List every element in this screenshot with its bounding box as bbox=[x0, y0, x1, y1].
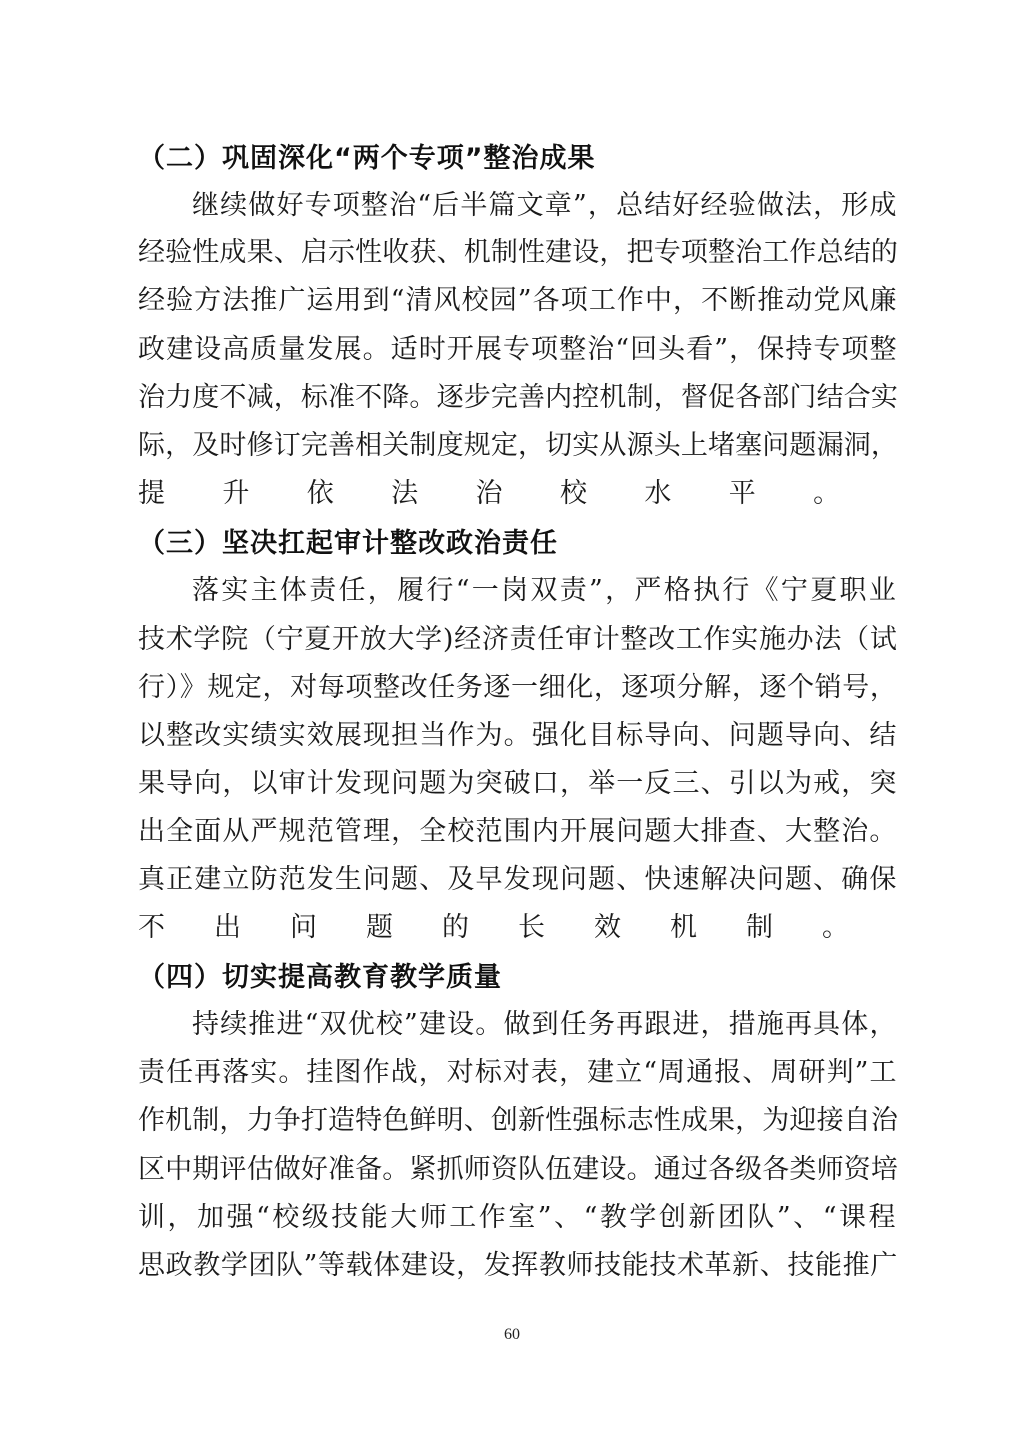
paragraph-line: 行）》规定，对每项整改任务逐一细化，逐项分解，逐个销号， bbox=[138, 672, 898, 703]
paragraph-line: 出全面从严规范管理，全校范围内开展问题大排查、大整治。 bbox=[138, 816, 898, 847]
section-heading: （三）坚决扛起审计整改政治责任 bbox=[138, 528, 558, 559]
paragraph-line: 不出问题的长效机制。 bbox=[138, 912, 898, 943]
paragraph-line: 训，加强“校级技能大师工作室”、“教学创新团队”、“课程 bbox=[138, 1202, 899, 1233]
section-heading: （四）切实提高教育教学质量 bbox=[138, 962, 502, 993]
paragraph-line: 治力度不减，标准不降。逐步完善内控机制，督促各部门结合实 bbox=[138, 382, 898, 413]
paragraph-line: 提升依法治校水平。 bbox=[138, 478, 898, 509]
paragraph-line: 持续推进“双优校”建设。做到任务再跟进，措施再具体， bbox=[192, 1009, 898, 1040]
page-number: 60 bbox=[504, 1326, 520, 1343]
section-heading: （二）巩固深化“两个专项”整治成果 bbox=[138, 143, 596, 174]
paragraph-line: 继续做好专项整治“后半篇文章”，总结好经验做法，形成 bbox=[192, 190, 898, 221]
paragraph-line: 思政教学团队”等载体建设，发挥教师技能技术革新、技能推广 bbox=[138, 1250, 898, 1281]
paragraph-line: 技术学院（宁夏开放大学)经济责任审计整改工作实施办法（试 bbox=[138, 624, 898, 655]
paragraph-line: 责任再落实。挂图作战，对标对表，建立“周通报、周研判”工 bbox=[138, 1057, 898, 1088]
paragraph-line: 以整改实绩实效展现担当作为。强化目标导向、问题导向、结 bbox=[138, 720, 898, 751]
paragraph-line: 政建设高质量发展。适时开展专项整治“回头看”，保持专项整 bbox=[138, 334, 898, 365]
paragraph-line: 果导向，以审计发现问题为突破口，举一反三、引以为戒，突 bbox=[138, 768, 898, 799]
paragraph-line: 落实主体责任，履行“一岗双责”，严格执行《宁夏职业 bbox=[192, 575, 899, 606]
paragraph-line: 经验性成果、启示性收获、机制性建设，把专项整治工作总结的 bbox=[138, 237, 898, 268]
paragraph-line: 经验方法推广运用到“清风校园”各项工作中，不断推动党风廉 bbox=[138, 285, 898, 316]
paragraph-line: 际，及时修订完善相关制度规定，切实从源头上堵塞问题漏洞， bbox=[138, 430, 898, 461]
paragraph-line: 作机制，力争打造特色鲜明、创新性强标志性成果，为迎接自治 bbox=[138, 1105, 898, 1136]
paragraph-line: 真正建立防范发生问题、及早发现问题、快速解决问题、确保 bbox=[138, 864, 898, 895]
paragraph-line: 区中期评估做好准备。紧抓师资队伍建设。通过各级各类师资培 bbox=[138, 1154, 898, 1185]
